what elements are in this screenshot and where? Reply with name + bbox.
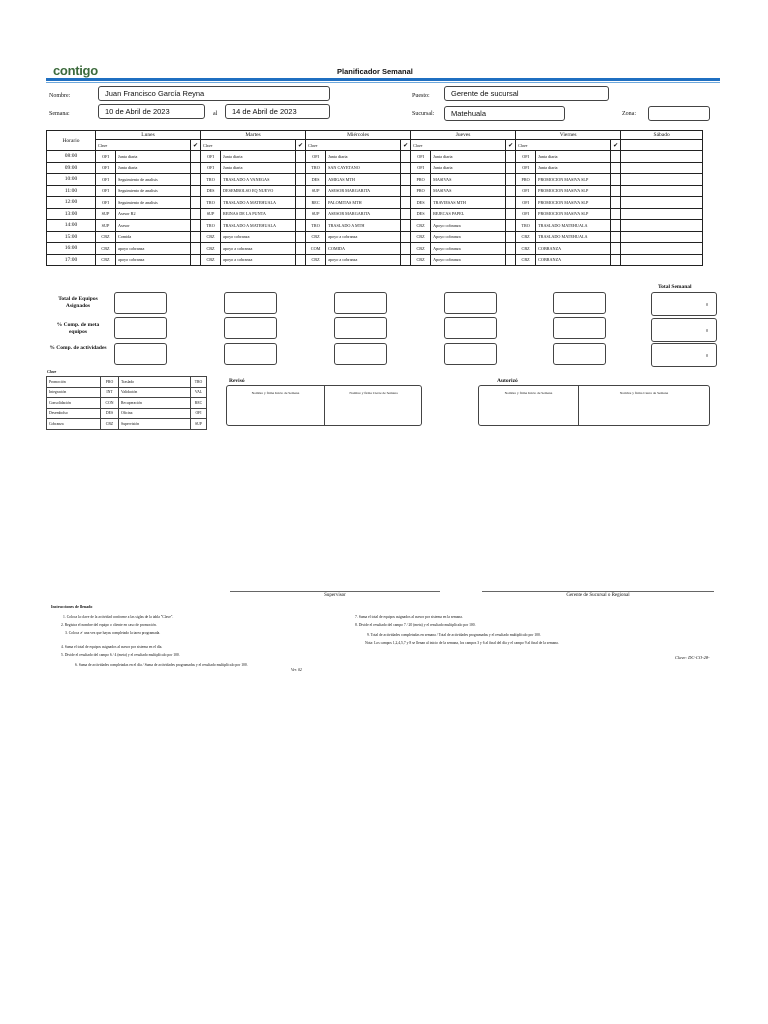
activity-code-cell[interactable]: CBZ xyxy=(96,254,116,266)
activity-description-cell[interactable]: Junta diaria xyxy=(431,162,506,174)
activity-code-cell[interactable]: SUP xyxy=(96,208,116,220)
activity-code-cell[interactable]: PRO xyxy=(411,185,431,197)
hour-cell: 11:00 xyxy=(47,185,96,197)
day-header-3: Miércoles xyxy=(306,131,411,140)
key-row xyxy=(47,387,207,398)
activity-check-cell[interactable] xyxy=(296,208,306,220)
activity-check-cell[interactable] xyxy=(611,208,621,220)
metric-box-row2-day4[interactable] xyxy=(444,317,497,339)
saturday-cell[interactable] xyxy=(621,254,703,266)
schedule-row xyxy=(47,162,703,174)
instructions-title: Instrucciones de llenado xyxy=(51,604,93,609)
gerente-label: Gerente de Sucursal o Regional xyxy=(566,593,630,598)
activity-code-cell[interactable]: OFI xyxy=(96,174,116,186)
activity-code-cell[interactable]: CBZ xyxy=(201,254,221,266)
schedule-row xyxy=(47,185,703,197)
activity-code-cell[interactable]: CBZ xyxy=(516,243,536,255)
activity-description-cell[interactable]: PALOMITAS MTH xyxy=(326,197,401,209)
key-row xyxy=(47,419,207,430)
check-header-icon: ✔ xyxy=(506,140,516,151)
schedule-row xyxy=(47,254,703,266)
key-activity-code: INT xyxy=(101,387,119,398)
saturday-cell[interactable] xyxy=(621,243,703,255)
clave-header: Clave xyxy=(96,140,191,151)
activity-code-cell[interactable]: SUP xyxy=(96,220,116,232)
reviso-box[interactable] xyxy=(226,385,422,426)
reviso-cierre-label: Nombre y firma Cierre de Semana xyxy=(349,391,398,395)
activity-code-cell[interactable]: OFI xyxy=(516,185,536,197)
activity-check-cell[interactable] xyxy=(611,185,621,197)
activity-description-cell[interactable]: Seguimiento de analisis xyxy=(116,197,191,209)
activity-code-cell[interactable]: OFI xyxy=(201,162,221,174)
activity-code-cell[interactable]: CBZ xyxy=(411,254,431,266)
activity-check-cell[interactable] xyxy=(401,185,411,197)
activity-code-cell[interactable]: SUP xyxy=(306,208,326,220)
activity-description-cell[interactable]: REJECAS PAPEL xyxy=(431,208,506,220)
activity-description-cell[interactable]: AMIGAS MTH xyxy=(326,174,401,186)
activity-code-cell[interactable]: CBZ xyxy=(411,243,431,255)
key-activity-name: Supervisión xyxy=(119,419,191,430)
activity-check-cell[interactable] xyxy=(506,208,516,220)
zona-field[interactable] xyxy=(648,106,710,121)
activity-description-cell[interactable]: Apoyo cobranza xyxy=(431,254,506,266)
schedule-row xyxy=(47,151,703,163)
activity-description-cell[interactable]: apoyo a cobranza xyxy=(221,243,296,255)
activity-check-cell[interactable] xyxy=(191,243,201,255)
hour-cell: 13:00 xyxy=(47,208,96,220)
activity-description-cell[interactable]: Junta diaria xyxy=(536,151,611,163)
horario-header: Horario xyxy=(47,131,96,151)
activity-code-cell[interactable]: OFI xyxy=(306,151,326,163)
activity-check-cell[interactable] xyxy=(506,254,516,266)
schedule-row xyxy=(47,208,703,220)
schedule-row xyxy=(47,197,703,209)
activity-check-cell[interactable] xyxy=(191,174,201,186)
instruction-4: 4. Suma el total de equipos asignados al asesor por sistema en el día. xyxy=(61,645,163,649)
saturday-cell[interactable] xyxy=(621,174,703,186)
clave-header: Clave xyxy=(201,140,296,151)
activity-description-cell[interactable]: MASIVAS xyxy=(431,185,506,197)
activity-code-cell[interactable]: CBZ xyxy=(306,231,326,243)
activity-code-cell[interactable]: PRO xyxy=(411,174,431,186)
activity-check-cell[interactable] xyxy=(296,231,306,243)
activity-code-cell[interactable]: OFI xyxy=(411,151,431,163)
autorizo-box[interactable] xyxy=(478,385,710,426)
clave-header: Clave xyxy=(306,140,401,151)
nombre-field[interactable]: Juan Francisco García Reyna xyxy=(98,86,330,101)
key-activity-name: Validación xyxy=(119,387,191,398)
metric-box-row3-day1[interactable] xyxy=(114,343,167,365)
hour-cell: 12:00 xyxy=(47,197,96,209)
activity-description-cell[interactable]: TRASLADO A MTH xyxy=(326,220,401,232)
activity-check-cell[interactable] xyxy=(191,197,201,209)
key-activity-code: CBZ xyxy=(101,419,119,430)
activity-check-cell[interactable] xyxy=(296,254,306,266)
hour-cell: 16:00 xyxy=(47,243,96,255)
activity-code-cell[interactable]: CBZ xyxy=(516,254,536,266)
activity-description-cell[interactable]: MASIVAS xyxy=(431,174,506,186)
activity-code-cell[interactable]: CBZ xyxy=(201,243,221,255)
activity-description-cell[interactable]: TRASLADO MATEHUALA xyxy=(536,231,611,243)
activity-check-cell[interactable] xyxy=(296,220,306,232)
day-header-1: Lunes xyxy=(96,131,201,140)
total-semanal-value-1: 0 xyxy=(706,302,708,307)
activity-code-cell[interactable]: DES xyxy=(411,208,431,220)
activity-description-cell[interactable]: Apoyo cobranza xyxy=(431,243,506,255)
clave-header: Clave xyxy=(516,140,611,151)
actividades-label: % Comp. de actividades xyxy=(49,345,107,351)
total-semanal-value-3: 0 xyxy=(706,353,708,358)
activity-description-cell[interactable]: COMIDA xyxy=(326,243,401,255)
activity-check-cell[interactable] xyxy=(401,197,411,209)
activity-check-cell[interactable] xyxy=(296,162,306,174)
semana-label: Semana: xyxy=(49,111,70,117)
activity-description-cell[interactable]: TRASLADO MATEHUALA xyxy=(536,220,611,232)
activity-check-cell[interactable] xyxy=(296,151,306,163)
instruction-3: 3. Coloca ✔ una vez que hayas completado la tarea programada. xyxy=(65,631,161,635)
activity-check-cell[interactable] xyxy=(191,185,201,197)
activity-code-cell[interactable]: COM xyxy=(306,243,326,255)
activity-check-cell[interactable] xyxy=(296,243,306,255)
activity-code-cell[interactable]: CBZ xyxy=(411,220,431,232)
instruction-6: 6. Suma de actividades completadas en el día / Suma de actividades programadas y el resultado multiplícalo por 100. xyxy=(75,663,248,667)
activity-check-cell[interactable] xyxy=(611,231,621,243)
hour-cell: 15:00 xyxy=(47,231,96,243)
metric-box-row3-day2[interactable] xyxy=(224,343,277,365)
metric-box-row2-day2[interactable] xyxy=(224,317,277,339)
autorizo-inicio-label: Nombre y firma Inicio de Semana xyxy=(504,391,553,395)
activity-code-cell[interactable]: OFI xyxy=(96,151,116,163)
activity-description-cell[interactable]: Junta diaria xyxy=(326,151,401,163)
activity-description-cell[interactable]: TRASLADO A MATEHUALA xyxy=(221,220,296,232)
hour-cell: 17:00 xyxy=(47,254,96,266)
activity-description-cell[interactable]: Junta diaria xyxy=(431,151,506,163)
saturday-cell[interactable] xyxy=(621,197,703,209)
reviso-inicio-label: Nombre y firma Inicio de Semana xyxy=(251,391,300,395)
activity-code-cell[interactable]: OFI xyxy=(411,162,431,174)
meta-equipos-label: % Comp. de meta equipos xyxy=(56,322,100,335)
key-title: Clave xyxy=(47,369,57,374)
key-activity-code: CON xyxy=(101,398,119,409)
saturday-cell[interactable] xyxy=(621,162,703,174)
metric-box-row3-day4[interactable] xyxy=(444,343,497,365)
activity-description-cell[interactable]: SAN CAYETANO xyxy=(326,162,401,174)
activity-code-cell[interactable]: CBZ xyxy=(96,243,116,255)
key-activity-code: REC xyxy=(191,398,207,409)
activity-code-cell[interactable]: TRO xyxy=(306,162,326,174)
activity-code-cell[interactable]: OFI xyxy=(96,185,116,197)
saturday-cell[interactable] xyxy=(621,231,703,243)
schedule-row xyxy=(47,231,703,243)
activity-check-cell[interactable] xyxy=(401,174,411,186)
key-activity-code: OFI xyxy=(191,408,207,419)
activity-code-cell[interactable]: TRO xyxy=(306,220,326,232)
document-title: Planificador Semanal xyxy=(337,67,413,76)
metric-box-row1-day3[interactable] xyxy=(334,292,387,314)
sucursal-label: Sucursal: xyxy=(412,111,435,117)
day-header-2: Martes xyxy=(201,131,306,140)
key-activity-code: SUP xyxy=(191,419,207,430)
activity-check-cell[interactable] xyxy=(296,185,306,197)
activity-code-cell[interactable]: DES xyxy=(201,185,221,197)
activity-description-cell[interactable]: Comida xyxy=(116,231,191,243)
activity-description-cell[interactable]: Junta diaria xyxy=(221,151,296,163)
day-header-6: Sábado xyxy=(621,131,703,140)
key-row xyxy=(47,398,207,409)
activity-description-cell[interactable]: DESEMBOLSO EQ NUEVO xyxy=(221,185,296,197)
activity-description-cell[interactable]: apoyo a cobranza xyxy=(326,254,401,266)
saturday-cell[interactable] xyxy=(621,151,703,163)
activity-code-cell[interactable]: TRO xyxy=(201,197,221,209)
key-activity-code: DES xyxy=(101,408,119,419)
activity-check-cell[interactable] xyxy=(611,174,621,186)
key-activity-code: PRO xyxy=(101,377,119,388)
reviso-label: Revisó xyxy=(229,378,245,384)
activity-description-cell[interactable]: apoyo a cobranza xyxy=(221,254,296,266)
activity-check-cell[interactable] xyxy=(401,243,411,255)
activity-check-cell[interactable] xyxy=(401,208,411,220)
hour-cell: 08:00 xyxy=(47,151,96,163)
activity-description-cell[interactable]: Apoyo cobranza xyxy=(431,231,506,243)
metric-box-row3-day3[interactable] xyxy=(334,343,387,365)
metric-box-row2-day5[interactable] xyxy=(553,317,606,339)
activity-code-cell[interactable]: OFI xyxy=(201,151,221,163)
activity-description-cell[interactable]: apoyo cobranza xyxy=(116,243,191,255)
activity-code-cell[interactable]: DES xyxy=(411,197,431,209)
puesto-field[interactable]: Gerente de sucursal xyxy=(444,86,609,101)
saturday-cell[interactable] xyxy=(621,220,703,232)
activity-description-cell[interactable]: PROMOCION MASIVA SLP xyxy=(536,174,611,186)
check-header-icon: ✔ xyxy=(401,140,411,151)
instruction-5: 5. Divide el resultado del campo 6 / 4 (meta) y el resultado multiplícalo por 100. xyxy=(61,653,180,657)
activity-check-cell[interactable] xyxy=(506,151,516,163)
activity-description-cell[interactable]: ASESOR MARGARITA xyxy=(326,208,401,220)
key-activity-name: Oficina xyxy=(119,408,191,419)
day-header-4: Jueves xyxy=(411,131,516,140)
metric-box-row2-day1[interactable] xyxy=(114,317,167,339)
al-label: al xyxy=(213,111,218,117)
key-activity-name: Desembolso xyxy=(47,408,101,419)
key-activity-name: Consolidación xyxy=(47,398,101,409)
activity-check-cell[interactable] xyxy=(506,197,516,209)
activity-description-cell[interactable]: apoyo a cobranza xyxy=(326,231,401,243)
schedule-row xyxy=(47,220,703,232)
activity-description-cell[interactable]: TRASLADO A VANEGAS xyxy=(221,174,296,186)
total-semanal-value-2: 0 xyxy=(706,328,708,333)
activity-check-cell[interactable] xyxy=(191,162,201,174)
saturday-cell[interactable] xyxy=(621,185,703,197)
instruction-2: 2. Registra el nombre del equipo o cliente en caso de promoción. xyxy=(61,623,157,627)
activity-check-cell[interactable] xyxy=(191,254,201,266)
metric-box-row1-day4[interactable] xyxy=(444,292,497,314)
logo-text: contigo xyxy=(53,63,98,78)
activity-check-cell[interactable] xyxy=(611,243,621,255)
activity-check-cell[interactable] xyxy=(611,220,621,232)
activity-code-cell[interactable]: TRO xyxy=(201,174,221,186)
activity-check-cell[interactable] xyxy=(506,185,516,197)
autorizo-cierre-label: Nombre y firma Cierre de Semana xyxy=(619,391,669,395)
activity-code-cell[interactable]: TRO xyxy=(516,220,536,232)
activity-description-cell[interactable]: Asesor xyxy=(116,220,191,232)
key-activity-name: Promoción xyxy=(47,377,101,388)
key-activity-name: Integración xyxy=(47,387,101,398)
activity-description-cell[interactable]: Junta diaria xyxy=(221,162,296,174)
activity-check-cell[interactable] xyxy=(506,220,516,232)
activity-description-cell[interactable]: apoyo cobranza xyxy=(116,254,191,266)
check-header-icon: ✔ xyxy=(611,140,621,151)
instruction-8: 8. Divide el resultado del campo 7 / 20 (meta) y el resultado multiplícalo por 100. xyxy=(355,623,476,627)
activity-check-cell[interactable] xyxy=(401,162,411,174)
key-row xyxy=(47,377,207,388)
activity-code-cell[interactable]: CBZ xyxy=(306,254,326,266)
activity-code-cell[interactable]: CBZ xyxy=(411,231,431,243)
header-divider xyxy=(46,78,720,81)
activity-description-cell[interactable]: COBRANZA xyxy=(536,254,611,266)
activity-check-cell[interactable] xyxy=(191,151,201,163)
metric-box-row1-day1[interactable] xyxy=(114,292,167,314)
activity-check-cell[interactable] xyxy=(401,254,411,266)
activity-check-cell[interactable] xyxy=(296,197,306,209)
instruction-9: 9. Total de actividades completadas en semana / Total de actividades programadas y el resultado multiplícalo por 100. xyxy=(367,633,541,637)
activity-description-cell[interactable]: Junta diaria xyxy=(116,151,191,163)
activity-description-cell[interactable]: PROMOCION MASIVA SLP xyxy=(536,197,611,209)
supervisor-signature-line xyxy=(230,591,440,592)
check-header-icon: ✔ xyxy=(296,140,306,151)
activity-code-cell[interactable]: TRO xyxy=(201,220,221,232)
sucursal-field[interactable]: Matehuala xyxy=(444,106,565,121)
key-table xyxy=(46,376,207,430)
semana-end-field[interactable]: 14 de Abril de 2023 xyxy=(225,104,330,119)
puesto-label: Puesto: xyxy=(412,93,430,99)
activity-description-cell[interactable]: Seguimiento de analisis xyxy=(116,174,191,186)
activity-description-cell[interactable]: TRAVIESAS MTH xyxy=(431,197,506,209)
activity-description-cell[interactable]: COBRANZA xyxy=(536,243,611,255)
check-header-icon: ✔ xyxy=(191,140,201,151)
activity-description-cell[interactable]: ASESOR MARGARITA xyxy=(326,185,401,197)
nombre-label: Nombre: xyxy=(49,93,71,99)
activity-code-cell[interactable]: OFI xyxy=(516,208,536,220)
key-activity-name: Traslado xyxy=(119,377,191,388)
key-row xyxy=(47,408,207,419)
hour-cell: 09:00 xyxy=(47,162,96,174)
key-activity-code: TRO xyxy=(191,377,207,388)
total-semanal-label: Total Semanal xyxy=(658,284,692,290)
instruction-1: 1. Coloca la clave de la actividad conforme a las siglas de la tabla "Clave". xyxy=(63,615,174,619)
saturday-subheader xyxy=(621,140,703,151)
key-activity-code: VAL xyxy=(191,387,207,398)
metric-box-row2-day3[interactable] xyxy=(334,317,387,339)
activity-description-cell[interactable]: Seguimiento de analisis xyxy=(116,185,191,197)
zona-label: Zona: xyxy=(622,111,636,117)
activity-code-cell[interactable]: OFI xyxy=(516,197,536,209)
activity-description-cell[interactable]: Junta diaria xyxy=(116,162,191,174)
gerente-signature-line xyxy=(482,591,714,592)
weekly-schedule-table xyxy=(46,130,703,266)
version-label: Ver. 02 xyxy=(291,667,302,672)
activity-code-cell[interactable]: CBZ xyxy=(96,231,116,243)
activity-check-cell[interactable] xyxy=(401,231,411,243)
activity-description-cell[interactable]: REINAS DE LA PUNTA xyxy=(221,208,296,220)
activity-code-cell[interactable]: CBZ xyxy=(516,231,536,243)
activity-check-cell[interactable] xyxy=(611,254,621,266)
activity-description-cell[interactable]: PROMOCION MASIVA SLP xyxy=(536,208,611,220)
activity-check-cell[interactable] xyxy=(506,243,516,255)
activity-check-cell[interactable] xyxy=(191,220,201,232)
activity-check-cell[interactable] xyxy=(506,231,516,243)
activity-check-cell[interactable] xyxy=(401,220,411,232)
activity-description-cell[interactable]: TRASLADO A MATEHUALA xyxy=(221,197,296,209)
semana-start-field[interactable]: 10 de Abril de 2023 xyxy=(98,104,205,119)
activity-description-cell[interactable]: apoyo cobranza xyxy=(221,231,296,243)
hour-cell: 10:00 xyxy=(47,174,96,186)
activity-code-cell[interactable]: SUP xyxy=(201,208,221,220)
activity-check-cell[interactable] xyxy=(401,151,411,163)
activity-code-cell[interactable]: DES xyxy=(306,174,326,186)
activity-code-cell[interactable]: SUP xyxy=(306,185,326,197)
activity-check-cell[interactable] xyxy=(611,197,621,209)
activity-description-cell[interactable]: Asesor R2 xyxy=(116,208,191,220)
activity-check-cell[interactable] xyxy=(191,231,201,243)
activity-check-cell[interactable] xyxy=(191,208,201,220)
hour-cell: 14:00 xyxy=(47,220,96,232)
activity-check-cell[interactable] xyxy=(506,174,516,186)
activity-check-cell[interactable] xyxy=(506,162,516,174)
activity-description-cell[interactable]: PROMOCION MASIVA SLP xyxy=(536,185,611,197)
total-semanal-box-3[interactable] xyxy=(651,343,717,367)
schedule-row xyxy=(47,174,703,186)
activity-code-cell[interactable]: CBZ xyxy=(201,231,221,243)
document-code: Clave: DC-CO-28- xyxy=(675,655,710,660)
metric-box-row1-day2[interactable] xyxy=(224,292,277,314)
schedule-row xyxy=(47,243,703,255)
clave-header: Clave xyxy=(411,140,506,151)
activity-code-cell[interactable]: REC xyxy=(306,197,326,209)
total-semanal-box-2[interactable] xyxy=(651,318,717,342)
activity-code-cell[interactable]: OFI xyxy=(96,162,116,174)
company-logo xyxy=(53,63,98,78)
activity-code-cell[interactable]: PRO xyxy=(516,174,536,186)
header-divider-thin xyxy=(46,82,720,83)
day-header-5: Viernes xyxy=(516,131,621,140)
activity-description-cell[interactable]: Junta diaria xyxy=(536,162,611,174)
metric-box-row3-day5[interactable] xyxy=(553,343,606,365)
key-activity-name: Recuperación xyxy=(119,398,191,409)
supervisor-label: Supervisor xyxy=(324,593,346,598)
saturday-cell[interactable] xyxy=(621,208,703,220)
metric-box-row1-day5[interactable] xyxy=(553,292,606,314)
instruction-7: 7. Suma el total de equipos asignados al asesor por sistema en la semana. xyxy=(355,615,463,619)
activity-check-cell[interactable] xyxy=(296,174,306,186)
total-equipos-label: Total de Equipos Asignados xyxy=(58,296,98,309)
activity-code-cell[interactable]: OFI xyxy=(516,151,536,163)
key-activity-name: Cobranza xyxy=(47,419,101,430)
activity-code-cell[interactable]: OFI xyxy=(516,162,536,174)
activity-check-cell[interactable] xyxy=(611,162,621,174)
activity-check-cell[interactable] xyxy=(611,151,621,163)
autorizo-label: Autorizó xyxy=(497,378,518,384)
activity-description-cell[interactable]: Apoyo cobranza xyxy=(431,220,506,232)
instruction-note: Nota: Los campos 1,2,4,5,7 y 8 se llenan al inicio de la semana, los campos 3 y 6 al final del día y el campo 9 al final de la semana. xyxy=(365,641,559,645)
total-semanal-box-1[interactable] xyxy=(651,292,717,316)
activity-code-cell[interactable]: OFI xyxy=(96,197,116,209)
